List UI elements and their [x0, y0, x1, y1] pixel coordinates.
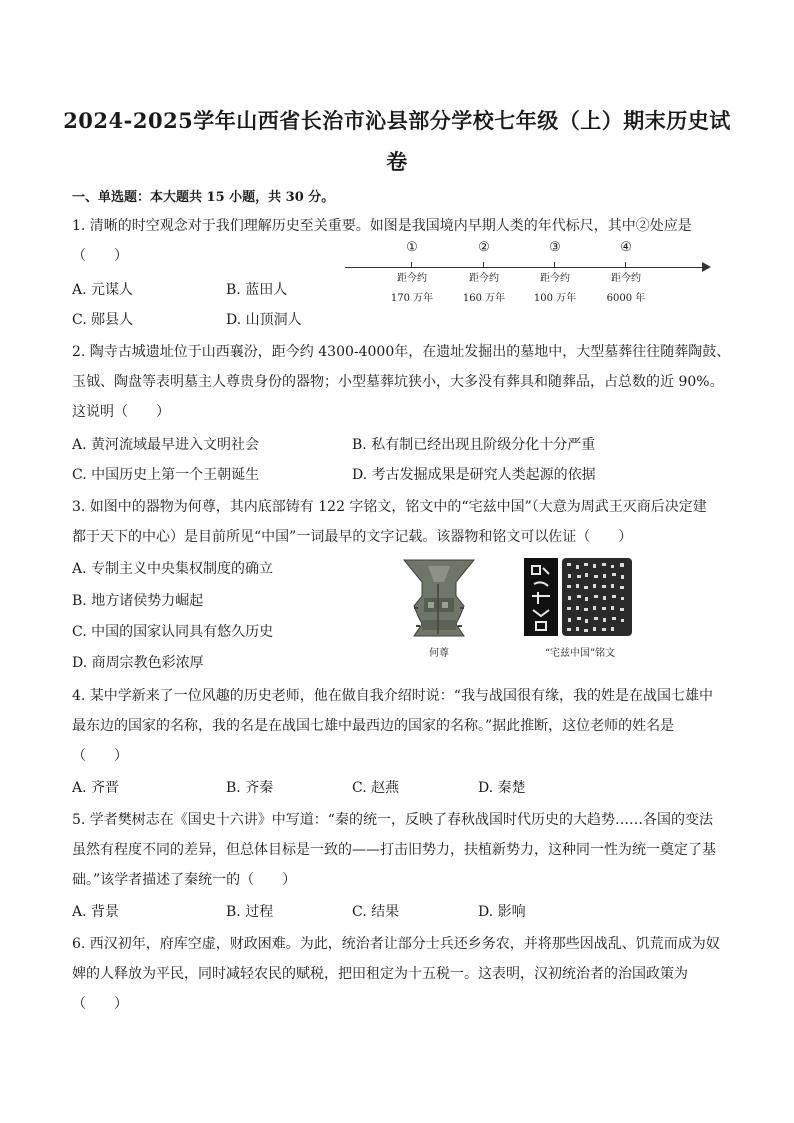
- q1-option-c[interactable]: C. 郧县人: [72, 312, 134, 328]
- q1-stem: 1. 清晰的时空观念对于我们理解历史至关重要。如图是我国境内早期人类的年代标尺，其中②处应是: [72, 218, 692, 234]
- timeline-tick: [625, 262, 626, 268]
- q4-option-b[interactable]: B. 齐秦: [226, 780, 274, 796]
- timeline-tick: [554, 262, 555, 268]
- q3-option-d[interactable]: D. 商周宗教色彩浓厚: [72, 655, 204, 671]
- q6-stem-2: 婢的人释放为平民，同时减轻农民的赋税，把田租定为十五税一。这表明，汉初统治者的治国政策为: [72, 966, 688, 982]
- q4-stem: 4. 某中学新来了一位风趣的历史老师，他在做自我介绍时说：“我与战国很有缘，我的姓是在战国七雄中: [72, 688, 713, 704]
- q2-stem: 2. 陶寺古城遗址位于山西襄汾，距今约 4300-4000年，在遗址发掘出的墓地中，大型墓葬往往随葬陶鼓、: [72, 344, 731, 360]
- timeline-num-4: ④: [620, 240, 632, 255]
- q1-option-b[interactable]: B. 蓝田人: [226, 282, 288, 298]
- q5-option-c[interactable]: C. 结果: [352, 904, 400, 920]
- q3-option-c[interactable]: C. 中国的国家认同具有悠久历史: [72, 624, 274, 640]
- q2-option-c[interactable]: C. 中国历史上第一个王朝诞生: [72, 467, 260, 483]
- q3-option-b[interactable]: B. 地方诸侯势力崛起: [72, 593, 204, 609]
- he-zun-caption: 何尊: [429, 648, 449, 659]
- q5-option-b[interactable]: B. 过程: [226, 904, 274, 920]
- q2-option-a[interactable]: A. 黄河流域最早进入文明社会: [72, 437, 260, 453]
- timeline-label-top: 距今约: [397, 273, 427, 284]
- timeline-num-1: ①: [406, 240, 418, 255]
- q2-stem-2: 玉钺、陶盘等表明墓主人尊贵身份的器物；小型墓葬坑狭小，大多没有葬具和随葬品，占总数的近 90%。: [72, 374, 724, 390]
- q5-stem-3: 础。”该学者描述了秦统一的（ ）: [72, 872, 297, 888]
- q6-stem: 6. 西汉初年，府库空虚，财政困难。为此，统治者让部分士兵还乡务农，并将那些因战乱、饥荒而成为奴: [72, 936, 720, 952]
- q6-stem-3: （ ）: [72, 996, 128, 1012]
- q1-option-d[interactable]: D. 山顶洞人: [226, 312, 302, 328]
- q3-stem-2: 都于天下的中心）是目前所见“中国”一词最早的文字记载。该器物和铭文可以佐证（ ）: [72, 529, 633, 545]
- page-title-continued: 卷: [386, 149, 408, 174]
- inscription-closeup-image: [524, 558, 558, 636]
- timeline-label-top: 距今约: [540, 273, 570, 284]
- q4-option-c[interactable]: C. 赵燕: [352, 780, 400, 796]
- timeline-axis: [345, 267, 705, 268]
- q5-stem: 5. 学者樊树志在《国史十六讲》中写道：“秦的统一，反映了春秋战国时代历史的大趋势……各国的变法: [72, 812, 713, 828]
- q3-stem: 3. 如图中的器物为何尊，其内底部铸有 122 字铭文，铭文中的“宅兹中国”（大意为周武王灭商后决定建: [72, 499, 707, 515]
- q3-option-a[interactable]: A. 专制主义中央集权制度的确立: [72, 561, 274, 577]
- timeline-label-top: 距今约: [611, 273, 641, 284]
- q4-option-a[interactable]: A. 齐晋: [72, 780, 120, 796]
- section-heading: 一、单选题：本大题共 15 小题，共 30 分。: [72, 190, 335, 205]
- inscription-caption: “宅兹中国”铭文: [544, 648, 616, 659]
- inscription-rubbing-image: [562, 558, 632, 636]
- q2-option-b[interactable]: B. 私有制已经出现且阶级分化十分严重: [352, 437, 596, 453]
- q2-stem-3: 这说明（ ）: [72, 404, 170, 420]
- timeline-num-2: ②: [478, 240, 490, 255]
- q4-stem-2: 最东边的国家的名称，我的名是在战国七雄中最西边的国家的名称。”据此推断，这位老师的姓名是: [72, 718, 675, 734]
- timeline-tick: [411, 262, 412, 268]
- timeline-label-bottom: 100 万年: [533, 293, 577, 304]
- q1-option-a[interactable]: A. 元谋人: [72, 282, 134, 298]
- q1-stem-bracket: （ ）: [72, 248, 128, 264]
- timeline-tick: [483, 262, 484, 268]
- q2-option-d[interactable]: D. 考古发掘成果是研究人类起源的依据: [352, 467, 596, 483]
- timeline-label-top: 距今约: [469, 273, 499, 284]
- q5-stem-2: 虽然有程度不同的差异，但总体目标是一致的——打击旧势力，扶植新势力，这种同一性为统一奠定了基: [72, 842, 716, 858]
- q4-stem-3: （ ）: [72, 748, 128, 764]
- timeline-label-bottom: 170 万年: [390, 293, 434, 304]
- q5-option-a[interactable]: A. 背景: [72, 904, 120, 920]
- timeline-num-3: ③: [549, 240, 561, 255]
- timeline-label-bottom: 160 万年: [462, 293, 506, 304]
- timeline-arrow-icon: [702, 262, 711, 272]
- he-zun-vessel-image: [398, 556, 480, 640]
- q4-option-d[interactable]: D. 秦楚: [478, 780, 526, 796]
- q5-option-d[interactable]: D. 影响: [478, 904, 526, 920]
- timeline-label-bottom: 6000 年: [606, 293, 646, 304]
- page-title: 2024-2025学年山西省长治市沁县部分学校七年级（上）期末历史试: [63, 108, 731, 133]
